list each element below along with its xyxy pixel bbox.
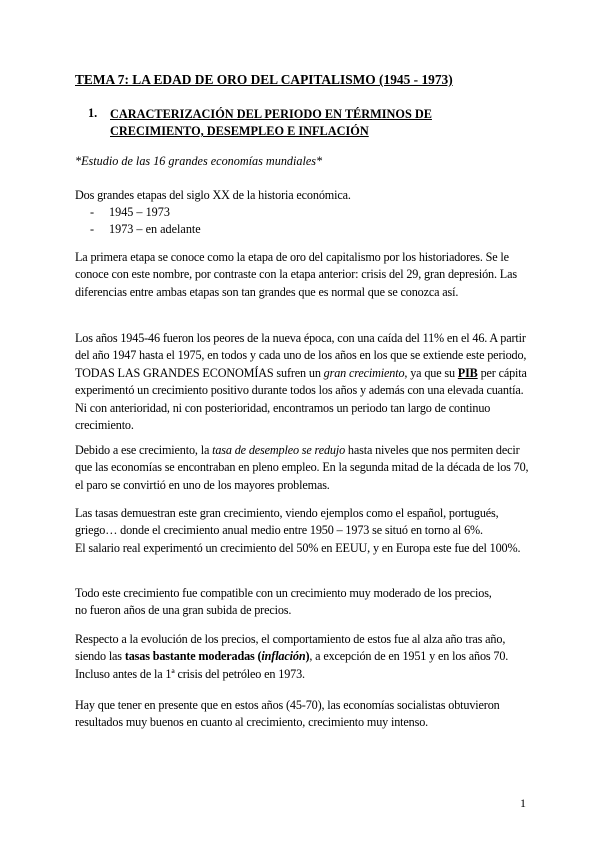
p2-text-c: , ya que su (404, 365, 458, 380)
p2-emphasis-growth: gran crecimiento (323, 365, 405, 380)
subtitle: *Estudio de las 16 grandes economías mundiales* (75, 154, 323, 168)
p6-text-a: Respecto a la evolución de los precios, el comportamiento de estos fue al alza año tras año, siendo las (75, 632, 506, 664)
p6-bold-rates: tasas bastante moderadas ( (124, 649, 262, 664)
p3-text-a: Debido a ese crecimiento, la (75, 443, 213, 457)
p2-text-a: Los años 1945-46 fueron los peores de la nueva época, con una caída del 11% en el 46. A partir del año 1947 hasta el 1975, en todos y cada uno de los años en los que se extiende este periodo, TODAS LAS GRANDES ECONOMÍAS sufren un (75, 331, 527, 380)
paragraph-2 (75, 330, 535, 434)
p3-emphasis-unemployment: tasa de desempleo se redujo (212, 443, 346, 457)
p5-line-1: Todo este crecimiento fue compatible con un crecimiento muy moderado de los precios, (75, 586, 492, 600)
page-number: 1 (520, 796, 526, 810)
paragraph-5 (75, 585, 535, 620)
paragraph-3 (75, 442, 535, 494)
list-item-text: 1945 – 1973 (109, 205, 170, 219)
paragraph-7: Hay que tener en presente que en estos años (45-70), las economías socialistas obtuvieron resultados muy buenos en cuanto al crecimiento, crecimiento muy intenso. (75, 698, 500, 730)
p4-line-1: Las tasas demuestran este gran crecimiento, viendo ejemplos como el español, portugués, griego… donde el crecimiento anual medio entre 1950 – 1973 se situó en torno al 6%. (75, 506, 499, 538)
section-heading-text: CARACTERIZACIÓN DEL PERIODO EN TÉRMINOS DE CRECIMIENTO, DESEMPLEO E INFLACIÓN (110, 107, 432, 138)
paragraph-1: La primera etapa se conoce como la etapa de oro del capitalismo por los historiadores. Se le conoce con este nombre, por contraste con la etapa anterior: crisis del 29, gran depresión. Las diferencias entre ambas etapas son tan grandes que es normal que se conozca así. (75, 250, 517, 299)
section-number: 1. (88, 106, 98, 120)
p3-text-c: hasta niveles que nos permiten decir que las economías se encontraban en pleno empleo. En la segunda mitad de la década de los 70, el paro se convirtió en uno de los mayores problemas. (75, 443, 529, 492)
p2-pib: PIB (457, 365, 478, 380)
section-heading (88, 106, 528, 140)
page-title: TEMA 7: LA EDAD DE ORO DEL CAPITALISMO (1945 - 1973) (75, 72, 453, 87)
intro-paragraph: Dos grandes etapas del siglo XX de la historia económica. (75, 188, 351, 202)
list-item-text: 1973 – en adelante (109, 222, 201, 237)
p6-text-e: , a excepción de en 1951 y en los años 70. Incluso antes de la 1ª crisis del petróleo en 1973. (75, 649, 509, 681)
p4-line-2: El salario real experimentó un crecimiento del 50% en EEUU, y en Europa este fue del 100%. (75, 540, 521, 555)
list-bullet: - (90, 222, 95, 237)
p2-text-e: per cápita experimentó un crecimiento positivo durante todos los años y además con una elevada cuantía. Ni con anterioridad, ni con posterioridad, encontramos un periodo tan largo de continuo crecimiento. (75, 365, 527, 433)
paragraph-4 (75, 505, 535, 557)
p6-bold-close: ) (305, 649, 310, 664)
p5-line-2: no fueron años de una gran subida de precios. (75, 603, 292, 618)
p6-emphasis-inflation: inflación (261, 649, 306, 664)
list-bullet: - (90, 205, 95, 219)
paragraph-6 (75, 631, 535, 683)
